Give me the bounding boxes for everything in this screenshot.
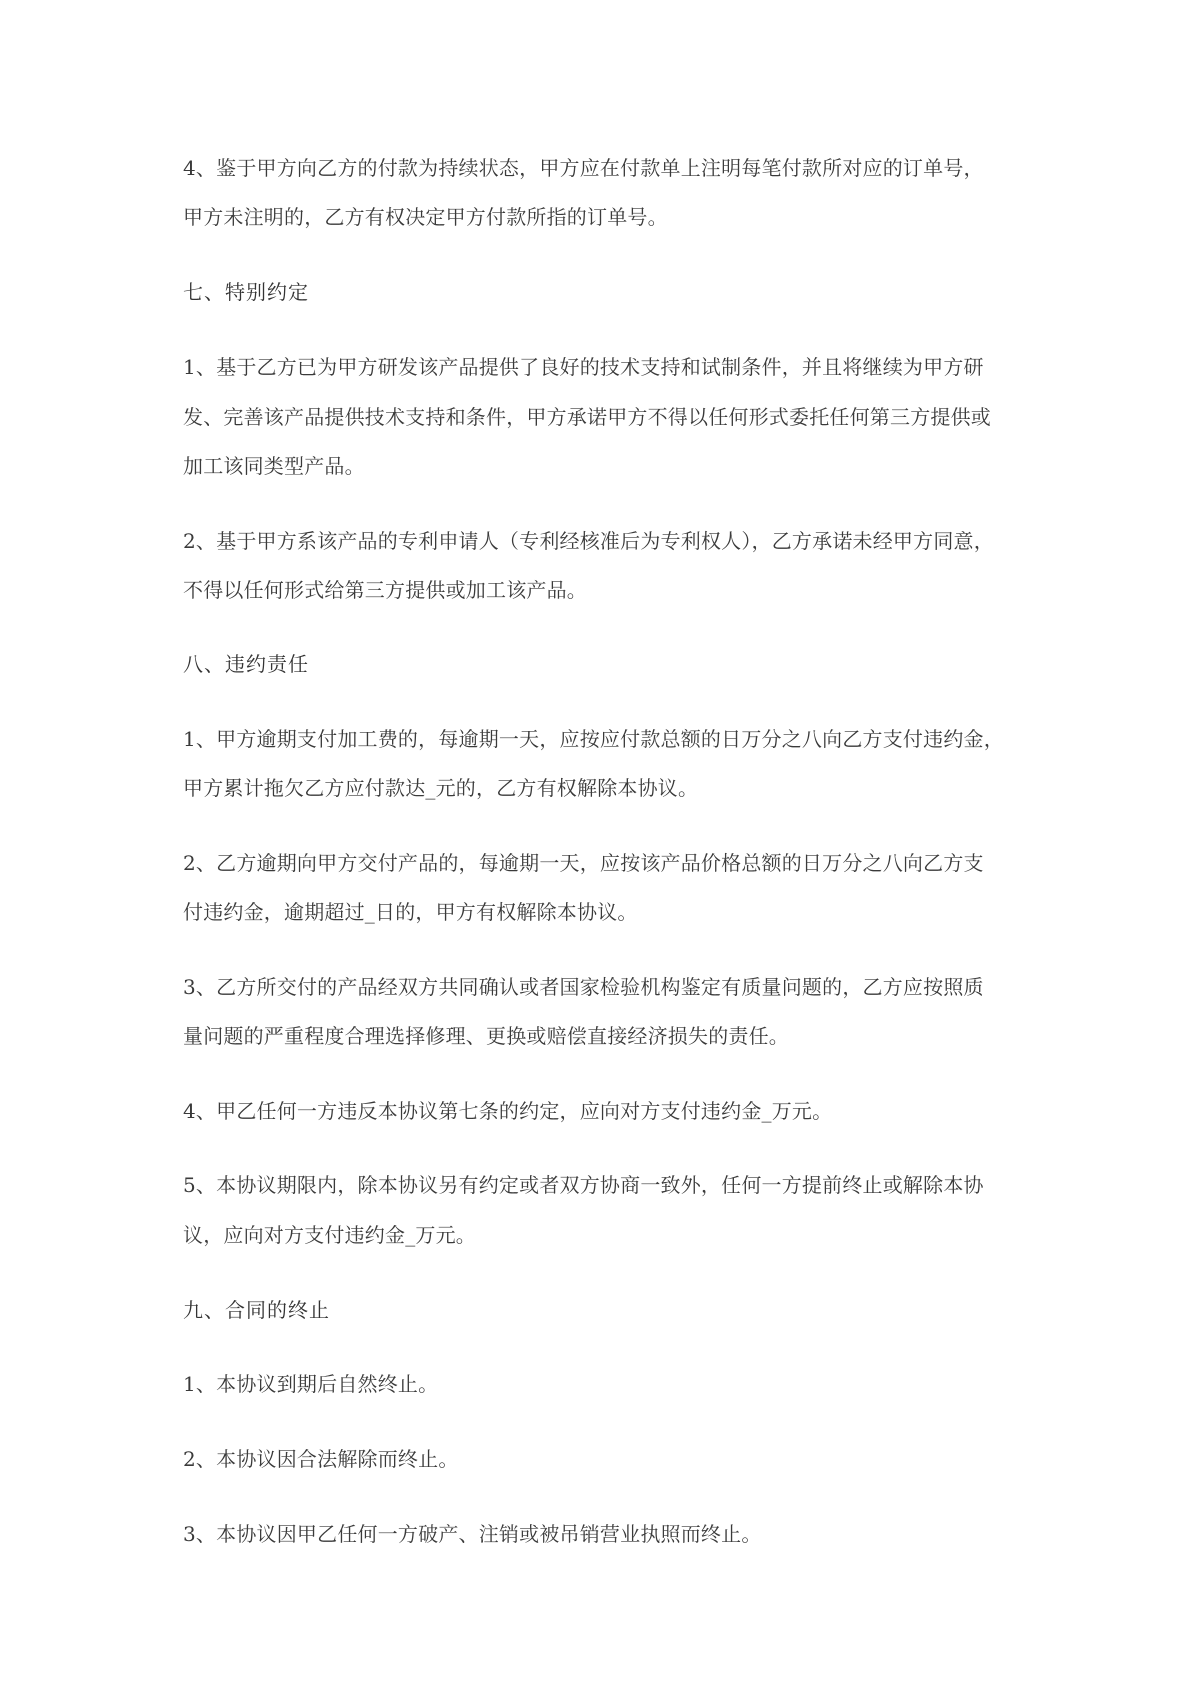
paragraph-line: 4、鉴于甲方向乙方的付款为持续状态，甲方应在付款单上注明每笔付款所对应的订单号， (183, 156, 984, 180)
paragraph-line: 甲方未注明的，乙方有权决定甲方付款所指的订单号。 (183, 205, 668, 229)
paragraph-line: 5、本协议期限内，除本协议另有约定或者双方协商一致外，任何一方提前终止或解除本协 (183, 1173, 984, 1197)
section-heading: 九、合同的终止 (183, 1298, 330, 1322)
paragraph-line: 3、乙方所交付的产品经双方共同确认或者国家检验机构鉴定有质量问题的，乙方应按照质 (183, 975, 984, 999)
paragraph-line: 量问题的严重程度合理选择修理、更换或赔偿直接经济损失的责任。 (183, 1024, 789, 1048)
paragraph-line: 1、本协议到期后自然终止。 (183, 1372, 439, 1396)
paragraph-line: 2、乙方逾期向甲方交付产品的，每逾期一天，应按该产品价格总额的日万分之八向乙方支 (183, 851, 984, 875)
paragraph-line: 1、基于乙方已为甲方研发该产品提供了良好的技术支持和试制条件，并且将继续为甲方研 (183, 355, 984, 379)
paragraph-line: 3、本协议因甲乙任何一方破产、注销或被吊销营业执照而终止。 (183, 1522, 762, 1546)
paragraph-line: 4、甲乙任何一方违反本协议第七条的约定，应向对方支付违约金_万元。 (183, 1099, 833, 1123)
paragraph-line: 付违约金，逾期超过_日的，甲方有权解除本协议。 (183, 900, 638, 924)
section-heading: 七、特别约定 (183, 280, 309, 304)
paragraph-line: 议，应向对方支付违约金_万元。 (183, 1223, 476, 1247)
paragraph-line: 2、本协议因合法解除而终止。 (183, 1447, 459, 1471)
paragraph-line: 2、基于甲方系该产品的专利申请人（专利经核准后为专利权人），乙方承诺未经甲方同意， (183, 529, 994, 553)
paragraph-line: 加工该同类型产品。 (183, 454, 365, 478)
section-heading: 八、违约责任 (183, 652, 309, 676)
paragraph-line: 1、甲方逾期支付加工费的，每逾期一天，应按应付款总额的日万分之八向乙方支付违约金， (183, 727, 1004, 751)
paragraph-line: 不得以任何形式给第三方提供或加工该产品。 (183, 578, 587, 602)
paragraph-line: 甲方累计拖欠乙方应付款达_元的，乙方有权解除本协议。 (183, 776, 699, 800)
paragraph-line: 发、完善该产品提供技术支持和条件，甲方承诺甲方不得以任何形式委托任何第三方提供或 (183, 405, 991, 429)
